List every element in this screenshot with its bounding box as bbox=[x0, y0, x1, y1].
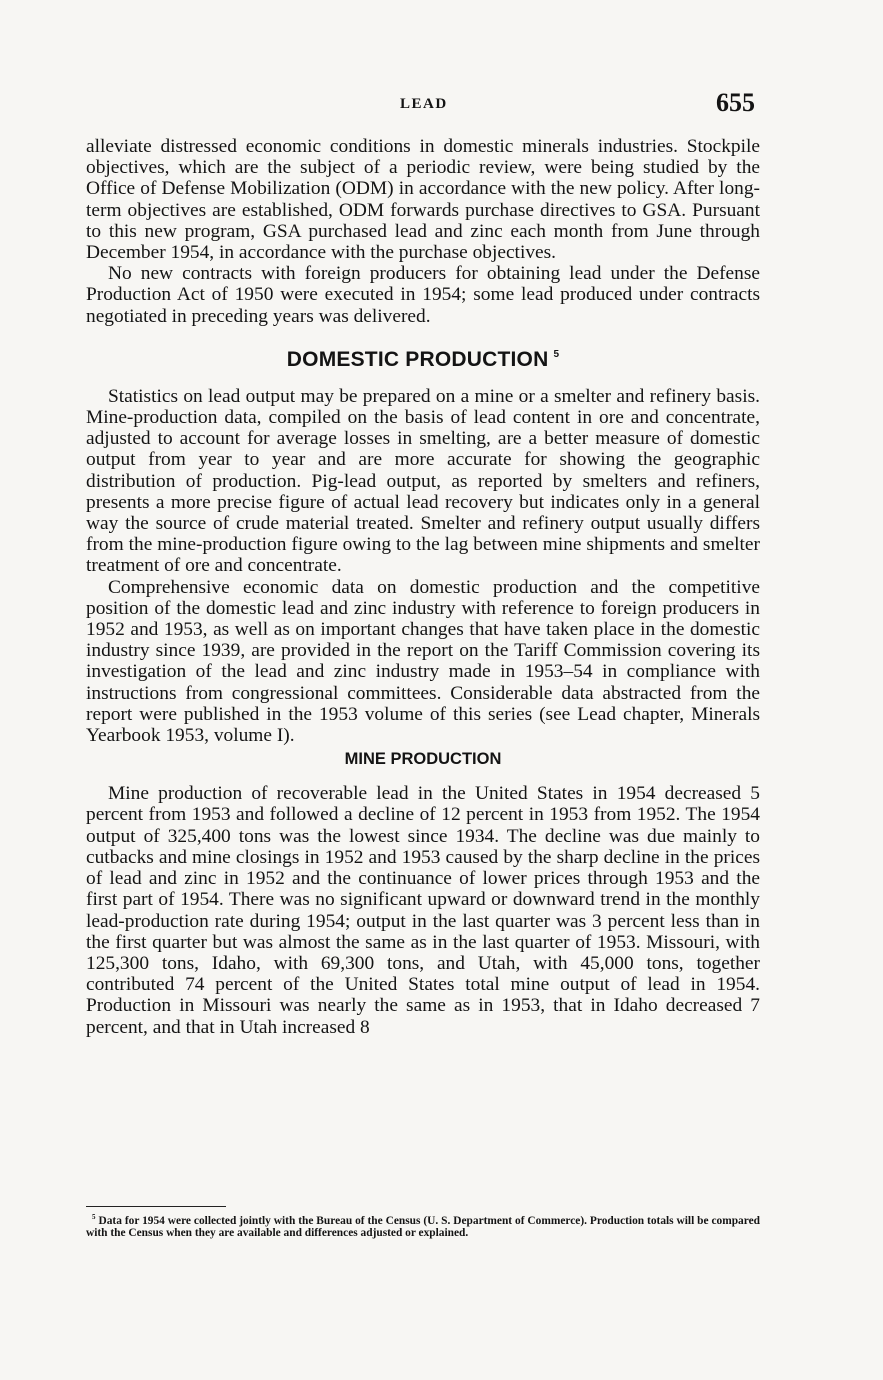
paragraph-economic-data: Comprehensive economic data on domestic production and the competitive position of the domestic lead and zinc industry with reference to foreign producers in 1952 and 1953, as well as on important changes that have taken place in the domestic industry since 1939, are provided in the report on the Tariff Commission covering its investigation of the lead and zinc industry made in 1953–54 in compliance with instructions from congressional committees. Considerable data abstracted from the report were published in the 1953 volume of this series (see Lead chapter, Minerals Yearbook 1953, volume I). bbox=[86, 576, 760, 747]
footnote-marker: 5 bbox=[92, 1213, 96, 1221]
subsection-heading-mine-production: MINE PRODUCTION bbox=[344, 750, 502, 769]
body-text bbox=[86, 136, 760, 1038]
paragraph-continued: alleviate distressed economic conditions in domestic minerals industries. Stockpile objectives, which are the subject of a periodic review, were being studied by the Office of Defense Mobilization (ODM) in accordance with the new policy. After long-term objectives are established, ODM forwards purchase directives to GSA. Pursuant to this new program, GSA purchased lead and zinc each month from June through December 1954, in accordance with the purchase objectives. bbox=[86, 136, 760, 264]
footnote bbox=[86, 1211, 760, 1240]
section-heading-text: DOMESTIC PRODUCTION bbox=[286, 347, 549, 371]
footnote-divider bbox=[86, 1206, 226, 1207]
paragraph-foreign-contracts: No new contracts with foreign producers for obtaining lead under the Defense Production Act of 1950 were executed in 1954; some lead produced under contracts negotiated in preceding years was delivered. bbox=[86, 263, 760, 327]
running-head bbox=[0, 88, 883, 122]
page-number: 655 bbox=[716, 88, 755, 117]
section-heading-domestic-production bbox=[86, 342, 760, 373]
running-title: LEAD bbox=[400, 96, 448, 112]
paragraph-statistics: Statistics on lead output may be prepared on a mine or a smelter and refinery basis. Mine-production data, compiled on the basis of lead content in ore and concentrate, adjusted to account for average losses in smelting, are a better measure of domestic output from year to year and are more accurate for showing the geographic distribution of production. Pig-lead output, as reported by smelters and refiners, presents a more precise figure of actual lead recovery but indicates only in a general way the source of crude material treated. Smelter and refinery output usually differs from the mine-production figure owing to the lag between mine shipments and smelter treatment of ore and concentrate. bbox=[86, 385, 760, 577]
footnote-text: Data for 1954 were collected jointly with the Bureau of the Census (U. S. Department of Commerce). Production totals will be compared with the Census when they are available and differences adjusted or explained. bbox=[86, 1214, 760, 1240]
footnote-reference[interactable]: 5 bbox=[553, 348, 560, 360]
paragraph-mine-production: Mine production of recoverable lead in the United States in 1954 decreased 5 percent from 1953 and followed a decline of 12 percent in 1953 from 1952. The 1954 output of 325,400 tons was the lowest since 1934. The decline was due mainly to cutbacks and mine closings in 1952 and 1953 caused by the sharp decline in the prices of lead and zinc in 1952 and the continuance of lower prices through 1953 and the first part of 1954. There was no significant upward or downward trend in the monthly lead-production rate during 1954; output in the last quarter was 3 percent less than in the first quarter but was almost the same as in the last quarter of 1953. Missouri, with 125,300 tons, Idaho, with 69,300 tons, and Utah, with 45,000 tons, together contributed 74 percent of the United States total mine output of lead in 1954. Production in Missouri was nearly the same as in 1953, that in Idaho decreased 7 percent, and that in Utah increased 8 bbox=[86, 783, 760, 1038]
